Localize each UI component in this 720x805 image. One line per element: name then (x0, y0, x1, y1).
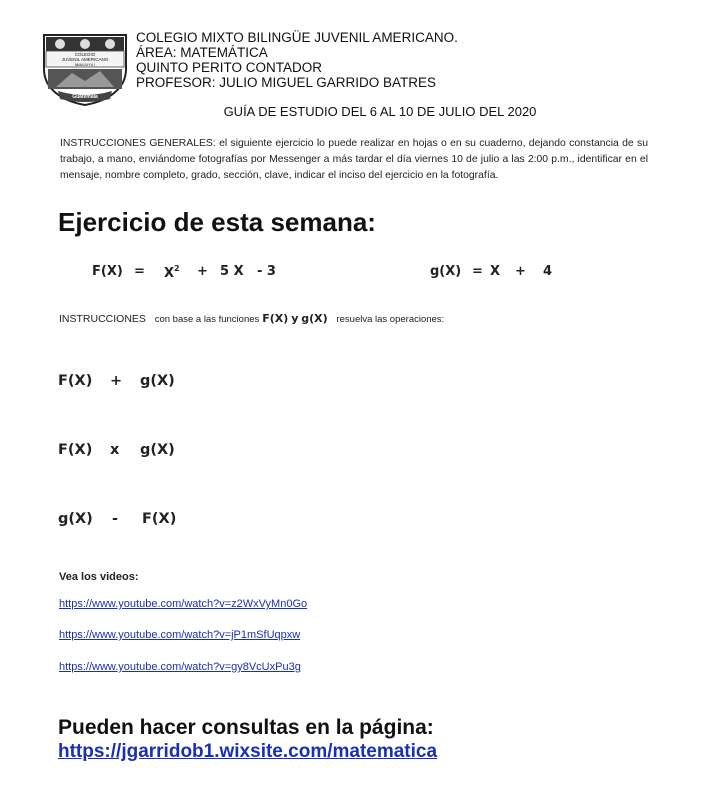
logo-line1: COLEGIO (74, 52, 96, 57)
operation-1-operator: + (110, 373, 123, 389)
function-g-name: g(X) (430, 264, 462, 279)
instructions-label: INSTRUCCIONES (59, 313, 146, 325)
site-link[interactable]: https://jgarridob1.wixsite.com/matematica (58, 741, 438, 762)
instructions-y: y (291, 312, 299, 325)
operation-2-right: g(X) (140, 442, 175, 458)
function-f-exponent: 2 (174, 264, 180, 273)
function-g-term1: X (490, 264, 501, 279)
video-link-1[interactable]: https://www.youtube.com/watch?v=z2WxVyMn0Go (59, 598, 308, 610)
school-name: COLEGIO MIXTO BILINGÜE JUVENIL AMERICANO. (136, 30, 458, 45)
operation-2-operator: x (110, 442, 120, 458)
operation-3-left: g(X) (58, 511, 93, 527)
videos-label: Vea los videos: (59, 571, 139, 583)
grade-level: QUINTO PERITO CONTADOR (136, 60, 323, 75)
function-g-equals: = (472, 264, 483, 279)
function-g-term2: 4 (543, 264, 553, 279)
instructions-post: resuelva las operaciones: (336, 314, 445, 325)
week-heading: Ejercicio de esta semana: (58, 207, 376, 237)
instructions-f: F(X) (262, 312, 289, 325)
operation-2-left: F(X) (58, 442, 93, 458)
operation-1-right: g(X) (140, 373, 175, 389)
operation-3-operator: - (112, 511, 119, 527)
logo-line3: NIMAJUYU I (74, 63, 96, 67)
logo-ribbon: Guatemala (72, 94, 98, 100)
function-f-plus: + (197, 264, 208, 279)
general-instructions: INSTRUCCIONES GENERALES: el siguiente ejercicio lo puede realizar en hojas o en su cuaderno, dejando constancia de su trabajo, a mano, enviándome fotografías por Messenger a más tardar el día viernes 10 de julio a las 2:00 p.m., identificar en el mensaje, nombre completo, grado, sección, clave, indicar el inciso del ejercicio en la fotografía. (60, 138, 648, 181)
instructions-g: g(X) (301, 312, 328, 325)
guide-title: GUÍA DE ESTUDIO DEL 6 AL 10 DE JULIO DEL 2020 (223, 104, 537, 119)
school-crest-icon (42, 33, 128, 107)
instructions-pre: con base a las funciones (154, 314, 260, 325)
video-link-2[interactable]: https://www.youtube.com/watch?v=jP1mSfUqpxw (59, 629, 301, 641)
function-f-term3: - 3 (257, 264, 276, 279)
operation-3-right: F(X) (142, 511, 177, 527)
function-f-equals: = (134, 264, 145, 279)
video-link-3[interactable]: https://www.youtube.com/watch?v=gy8VcUxPu3g (59, 661, 301, 673)
operations-instructions (59, 312, 444, 325)
logo-line2: JUVENIL AMERICANO (61, 57, 109, 62)
function-f-term1: $X^2$ (164, 264, 180, 281)
operation-1-left: F(X) (58, 373, 93, 389)
consult-text: Pueden hacer consultas en la página: (58, 716, 434, 739)
function-f-term2: 5 X (220, 264, 244, 279)
function-f-name: F(X) (92, 264, 123, 279)
subject-area: ÁREA: MATEMÁTICA (136, 45, 268, 60)
teacher-name: PROFESOR: JULIO MIGUEL GARRIDO BATRES (136, 75, 437, 90)
function-g-plus: + (515, 264, 526, 279)
